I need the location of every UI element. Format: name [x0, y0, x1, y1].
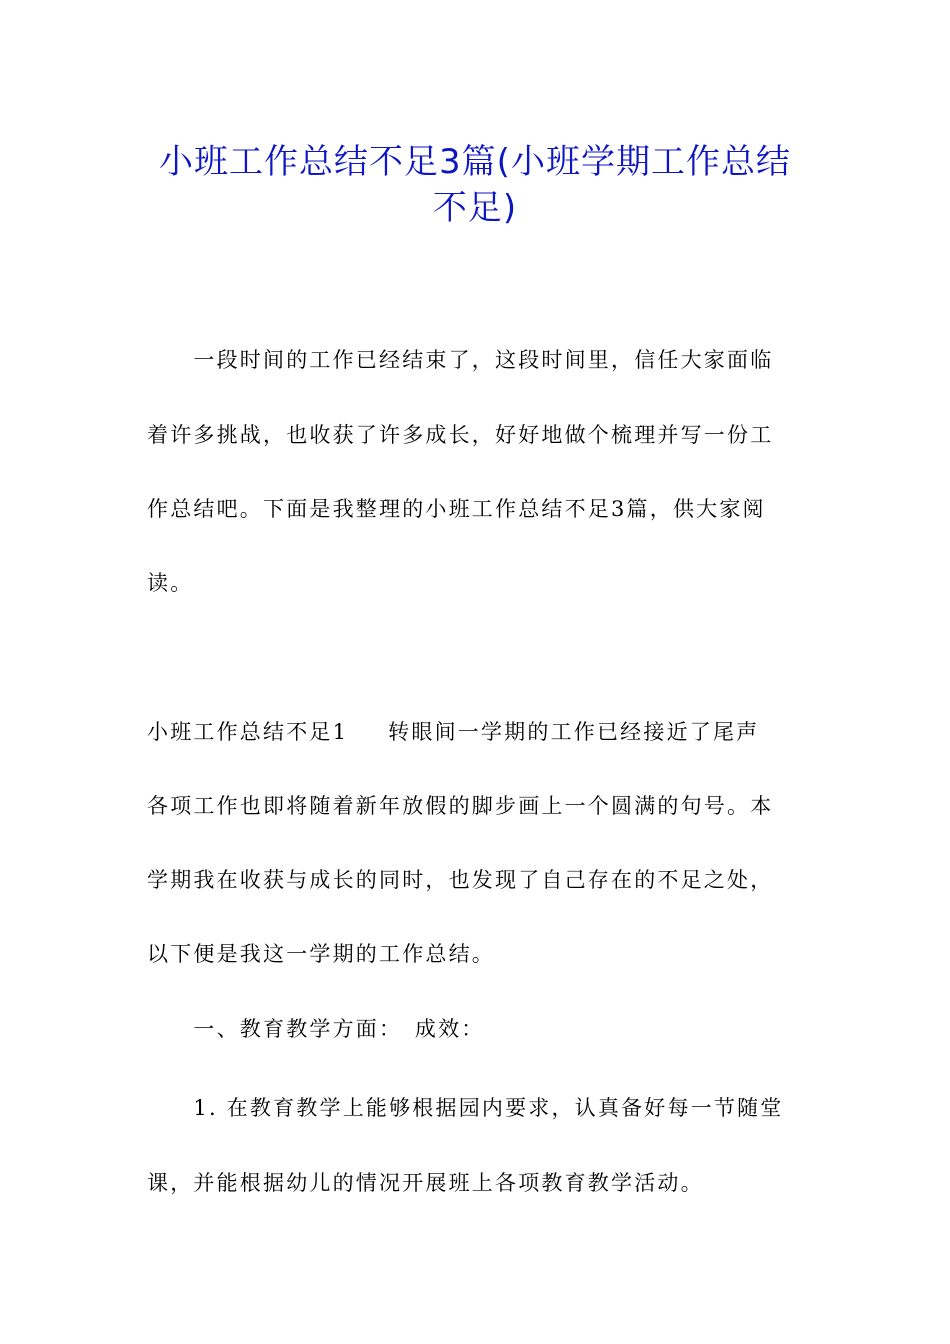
item-1-line-1: 1. 在教育教学上能够根据园内要求，认真备好每一节随堂 — [147, 1096, 784, 1120]
section-1-line-4: 以下便是我这一学期的工作总结。 — [147, 942, 495, 966]
item-1-line-2: 课，并能根据幼儿的情况开展班上各项教育教学活动。 — [147, 1171, 704, 1195]
section-1-line-2: 各项工作也即将随着新年放假的脚步画上一个圆满的句号。本 — [147, 794, 774, 818]
intro-line-4: 读。 — [147, 571, 194, 595]
doc-title-line-2: 不足) — [432, 188, 518, 228]
section-1-heading-tail: 转眼间一学期的工作已经接近了尾声 — [388, 720, 760, 744]
intro-line-3: 作总结吧。下面是我整理的小班工作总结不足3篇，供大家阅 — [147, 497, 766, 521]
subheading-education: 一、教育教学方面： 成效： — [147, 1017, 485, 1041]
doc-title-line-1: 小班工作总结不足3篇(小班学期工作总结 — [159, 142, 791, 182]
section-1-heading: 小班工作总结不足1 — [147, 720, 349, 744]
section-1-first-line — [147, 717, 807, 747]
intro-line-1: 一段时间的工作已经结束了，这段时间里，信任大家面临 — [147, 348, 774, 372]
intro-line-2: 着许多挑战，也收获了许多成长，好好地做个梳理并写一份工 — [147, 423, 774, 447]
section-1-line-3: 学期我在收获与成长的同时，也发现了自己存在的不足之处， — [147, 868, 774, 892]
